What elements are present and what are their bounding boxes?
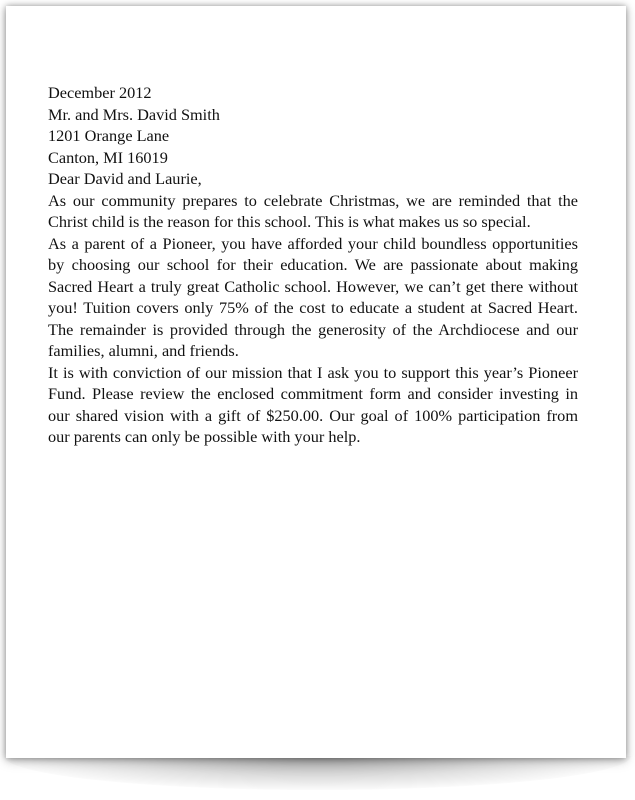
salutation: Dear David and Laurie, [48, 169, 202, 188]
recipient-address [48, 104, 578, 169]
paragraph-christmas: As our community prepares to celebrate Christmas, we are reminded that the Christ child is the reason for this school. This is what makes us so special. [48, 190, 578, 231]
recipient-city: Canton, MI 16019 [48, 147, 168, 167]
recipient-name: Mr. and Mrs. David Smith [48, 104, 220, 124]
recipient-street: 1201 Orange Lane [48, 126, 170, 145]
paragraph-pioneer-fund: It is with conviction of our mission that I ask you to support this year’s Pioneer Fund. Please review the enclosed commitment form and consider investing in our shared vision with a gift of $250.00. Our goal of 100% participation from our parents can only be possible with your help. [48, 362, 578, 446]
letter-date: December 2012 [48, 83, 152, 102]
paragraph-tuition: As a parent of a Pioneer, you have afforded your child boundless opportunities by choosing our school for their education. We are passionate about making Sacred Heart a truly great Catholic school. However, we can’t get there without you! Tuition covers only 75% of the cost to educate a student at Sacred Heart. The remainder is provided through the generosity of the Archdiocese and our families, alumni, and friends. [48, 233, 578, 360]
letter-page [6, 6, 626, 758]
page-shadow [4, 756, 631, 790]
letter-body [48, 82, 578, 448]
